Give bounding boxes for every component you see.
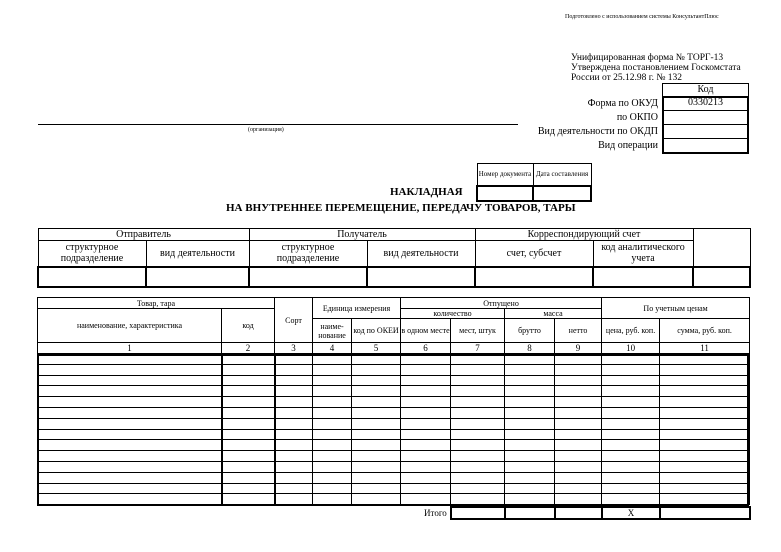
total-net[interactable] (555, 507, 602, 519)
sum-header: сумма, руб. коп. (660, 319, 750, 343)
sender-activity: вид деятельности (146, 241, 249, 267)
receiver-struct-input[interactable] (249, 267, 367, 287)
col-number: 1 (38, 343, 222, 354)
col-number: 2 (222, 343, 275, 354)
okud-label: Форма по ОКУД (587, 98, 658, 109)
total-price-mark: X (602, 507, 660, 519)
gross-header: брутто (505, 319, 555, 343)
doc-number-label: Номер документа (477, 164, 533, 186)
okpo-label: по ОКПО (616, 112, 658, 123)
total-label: Итого (424, 508, 447, 518)
unit-header: Единица измерения (313, 298, 401, 319)
sender-activity-input[interactable] (146, 267, 249, 287)
organization-field[interactable] (38, 108, 518, 123)
col-number: 7 (451, 343, 505, 354)
account-header: Корреспондирующий счет (475, 229, 693, 241)
account-sub-input[interactable] (475, 267, 593, 287)
net-header: нетто (555, 319, 602, 343)
total-sum[interactable] (660, 507, 750, 519)
receiver-struct-unit: структурное подразделение (249, 241, 367, 267)
doc-number-input[interactable] (477, 186, 533, 201)
col-number-row (38, 343, 750, 354)
sender-struct-input[interactable] (38, 267, 146, 287)
total-row (450, 506, 751, 520)
sender-header: Отправитель (38, 229, 249, 241)
okei-header: код по ОКЕИ (352, 319, 401, 343)
places-header: мест, штук (451, 319, 505, 343)
col-number: 4 (313, 343, 352, 354)
name-header: наименование, характеристика (38, 309, 222, 343)
okdp-value[interactable] (663, 125, 748, 138)
okud-value[interactable]: 0330213 (688, 97, 723, 108)
okpo-value[interactable] (663, 111, 748, 124)
sender-struct-unit: структурное подразделение (38, 241, 146, 267)
doc-box (476, 163, 592, 202)
form-info (571, 53, 741, 83)
form-info-line3: России от 25.12.98 г. № 132 (571, 73, 683, 83)
operation-label: Вид операции (598, 140, 658, 151)
title-line2: НА ВНУТРЕННЕЕ ПЕРЕМЕЩЕНИЕ, ПЕРЕДАЧУ ТОВАРОВ, ТАРЫ (226, 202, 576, 214)
code-header-col: код (222, 309, 275, 343)
price-header: цена, руб. коп. (602, 319, 660, 343)
form-info-line1: Унифицированная форма № ТОРГ-13 (571, 53, 724, 63)
receiver-activity: вид деятельности (367, 241, 475, 267)
parties-table (37, 228, 751, 288)
receiver-activity-input[interactable] (367, 267, 475, 287)
account-sub: счет, субсчет (475, 241, 593, 267)
col-number: 10 (602, 343, 660, 354)
col-number: 6 (401, 343, 451, 354)
analytic-code: код аналитического учета (593, 241, 693, 267)
title-line1: НАКЛАДНАЯ (390, 186, 463, 198)
form-info-line2: Утверждена постановлением Госкомстата (571, 63, 741, 73)
total-places[interactable] (451, 507, 505, 519)
analytic-code-input[interactable] (593, 267, 693, 287)
quantity-header: количество (401, 309, 505, 319)
source-note: Подготовлено с использованием системы КонсультантПлюс (565, 14, 719, 20)
code-header: Код (662, 83, 749, 97)
prices-header: По учетным ценам (602, 298, 750, 319)
col-number: 11 (660, 343, 750, 354)
goods-data-frame (37, 354, 749, 506)
extra-input[interactable] (693, 267, 750, 287)
operation-value[interactable] (663, 139, 748, 152)
per-place-header: в одном месте (401, 319, 451, 343)
unit-name-header: наиме-нование (313, 319, 352, 343)
col-number: 5 (352, 343, 401, 354)
mass-header: масса (505, 309, 602, 319)
total-gross[interactable] (505, 507, 555, 519)
okdp-label: Вид деятельности по ОКДП (537, 126, 658, 137)
released-header: Отпущено (401, 298, 602, 309)
grade-header: Сорт (275, 298, 313, 343)
col-number: 9 (555, 343, 602, 354)
col-number: 3 (275, 343, 313, 354)
doc-date-input[interactable] (533, 186, 591, 201)
receiver-header: Получатель (249, 229, 475, 241)
goods-header: Товар, тара (38, 298, 275, 309)
organization-caption: (организация) (248, 127, 284, 133)
col-number: 8 (505, 343, 555, 354)
doc-date-label: Дата составления (533, 164, 591, 186)
